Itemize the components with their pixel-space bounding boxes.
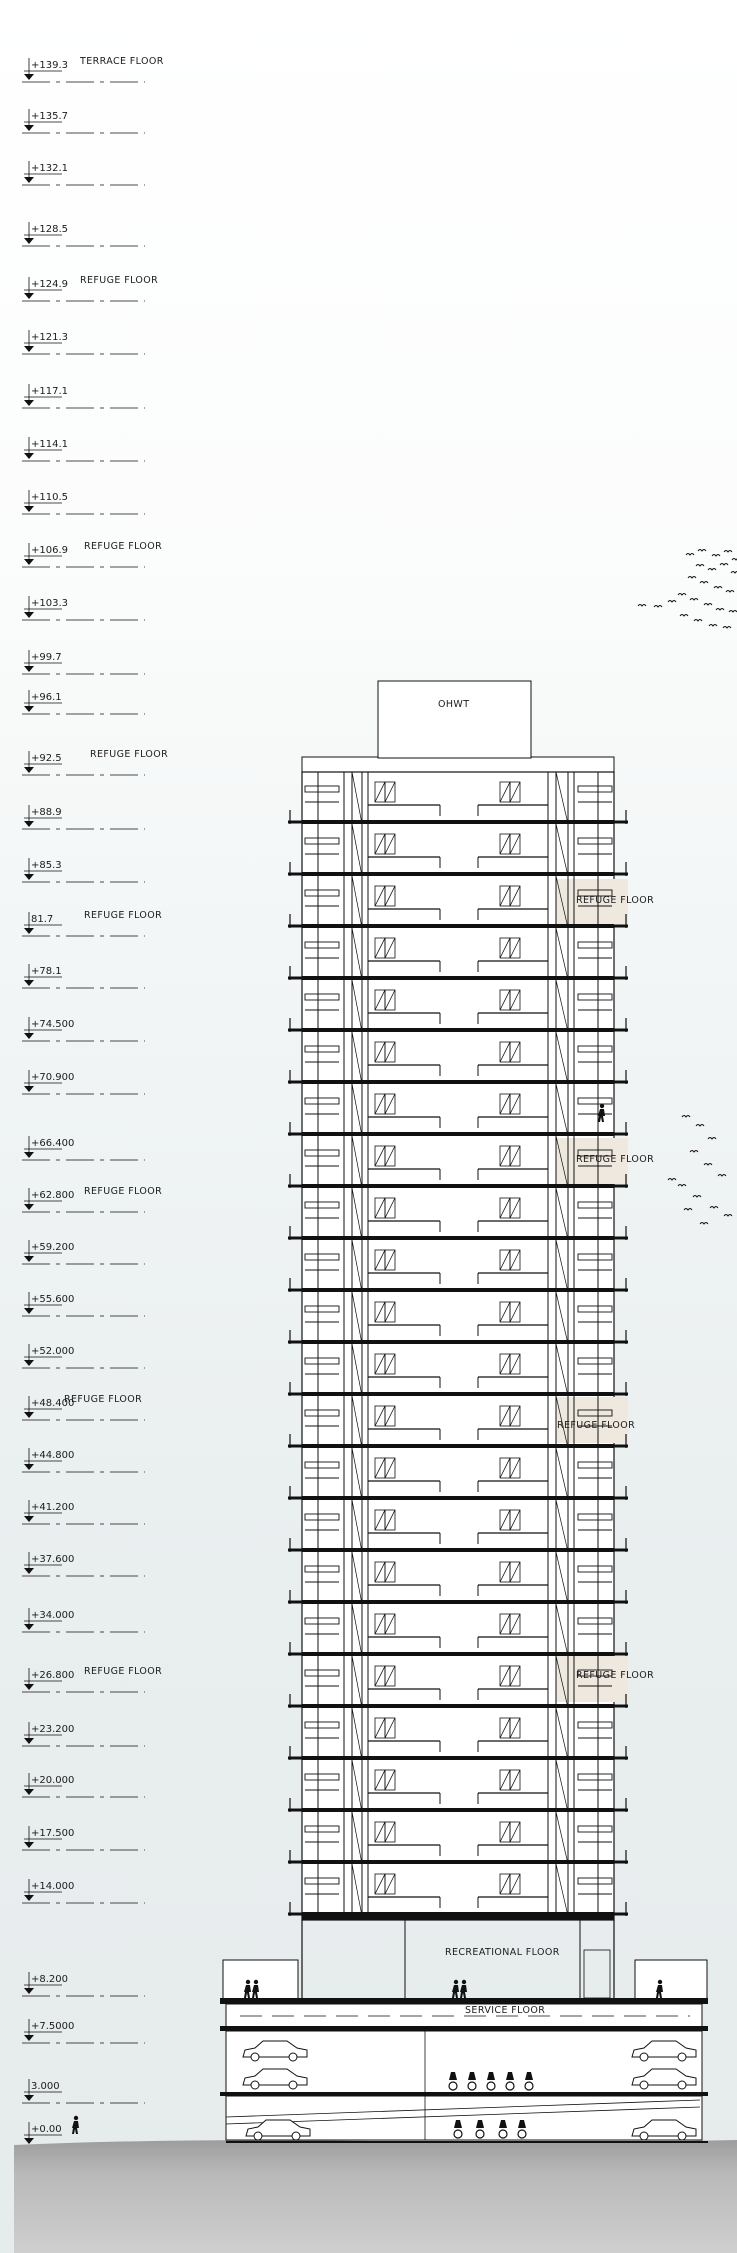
bird bbox=[704, 1164, 712, 1166]
level-value: +37.600 bbox=[31, 1554, 75, 1565]
level-value: +17.500 bbox=[31, 1828, 75, 1839]
level-value: +103.3 bbox=[31, 598, 69, 609]
level-triangle bbox=[24, 74, 34, 80]
bird bbox=[684, 1209, 692, 1211]
level-marker bbox=[22, 1240, 145, 1264]
bird bbox=[716, 609, 724, 611]
bird bbox=[724, 551, 732, 553]
level-value: +99.7 bbox=[31, 652, 62, 663]
level-value: +7.5000 bbox=[31, 2021, 75, 2032]
podium-pavilion-left bbox=[223, 1960, 298, 2000]
bird bbox=[638, 605, 646, 607]
level-triangle bbox=[24, 400, 34, 406]
person-figure bbox=[452, 1980, 459, 1998]
bird bbox=[710, 1207, 718, 1209]
level-value: +59.200 bbox=[31, 1242, 75, 1253]
level-value: +114.1 bbox=[31, 439, 69, 450]
service-floor-label: SERVICE FLOOR bbox=[465, 2005, 546, 2016]
level-triangle bbox=[24, 2138, 34, 2144]
level-triangle bbox=[24, 1624, 34, 1630]
level-value: +44.800 bbox=[31, 1450, 75, 1461]
level-marker bbox=[22, 690, 145, 714]
level-triangle bbox=[24, 928, 34, 934]
level-triangle bbox=[24, 1360, 34, 1366]
level-marker bbox=[22, 222, 145, 246]
tower bbox=[288, 757, 628, 1998]
level-label: REFUGE FLOOR bbox=[90, 749, 169, 760]
level-triangle bbox=[24, 2095, 34, 2101]
person-figure bbox=[460, 1980, 467, 1998]
service-slab bbox=[220, 1998, 708, 2004]
level-marker bbox=[22, 1773, 145, 1797]
level-marker bbox=[22, 910, 162, 936]
level-marker bbox=[22, 330, 145, 354]
ohwt-label: OHWT bbox=[438, 699, 470, 710]
bird bbox=[690, 1151, 698, 1153]
bird bbox=[714, 587, 722, 589]
level-value: +139.3 bbox=[31, 60, 69, 71]
level-value: +96.1 bbox=[31, 692, 62, 703]
level-value: +26.800 bbox=[31, 1670, 75, 1681]
refuge-label-building-2: REFUGE FLOOR bbox=[576, 1154, 655, 1165]
roof-parapet bbox=[302, 757, 614, 772]
level-label: REFUGE FLOOR bbox=[84, 541, 163, 552]
person-figure bbox=[72, 2116, 79, 2134]
bird bbox=[724, 1215, 732, 1217]
level-value: +55.600 bbox=[31, 1294, 75, 1305]
level-value: +92.5 bbox=[31, 753, 62, 764]
bird bbox=[709, 625, 717, 627]
level-value: +52.000 bbox=[31, 1346, 75, 1357]
level-label: REFUGE FLOOR bbox=[84, 1186, 163, 1197]
level-triangle bbox=[24, 1684, 34, 1690]
bird bbox=[668, 601, 676, 603]
level-value: +0.00 bbox=[31, 2124, 62, 2135]
bird bbox=[732, 559, 737, 561]
level-label: REFUGE FLOOR bbox=[84, 910, 163, 921]
level-value: 81.7 bbox=[31, 914, 54, 925]
level-triangle bbox=[24, 177, 34, 183]
level-marker bbox=[22, 1608, 145, 1632]
bird bbox=[678, 1185, 686, 1187]
bird bbox=[708, 569, 716, 571]
level-triangle bbox=[24, 1988, 34, 1994]
level-marker bbox=[22, 1070, 145, 1094]
level-marker bbox=[22, 1394, 145, 1420]
level-triangle bbox=[24, 874, 34, 880]
level-triangle bbox=[24, 1568, 34, 1574]
level-value: +132.1 bbox=[31, 163, 69, 174]
level-label: REFUGE FLOOR bbox=[80, 275, 159, 286]
level-triangle bbox=[24, 666, 34, 672]
level-value: +78.1 bbox=[31, 966, 62, 977]
level-triangle bbox=[24, 1895, 34, 1901]
level-triangle bbox=[24, 1033, 34, 1039]
refuge-label-building-1: REFUGE FLOOR bbox=[576, 895, 655, 906]
parking-slab-1 bbox=[220, 2026, 708, 2031]
bird bbox=[720, 564, 728, 566]
level-marker bbox=[22, 1448, 145, 1472]
level-marker bbox=[22, 490, 145, 514]
bird bbox=[723, 627, 731, 629]
level-marker bbox=[22, 56, 164, 82]
bird bbox=[708, 1138, 716, 1140]
level-marker bbox=[22, 1722, 145, 1746]
level-marker bbox=[22, 384, 145, 408]
bird bbox=[696, 565, 704, 567]
ohwt-block bbox=[378, 681, 531, 758]
level-marker bbox=[22, 805, 145, 829]
bird bbox=[700, 582, 708, 584]
level-triangle bbox=[24, 1464, 34, 1470]
bird bbox=[726, 591, 734, 593]
level-marker bbox=[22, 2079, 145, 2103]
level-triangle bbox=[24, 293, 34, 299]
level-triangle bbox=[24, 2035, 34, 2041]
level-marker bbox=[22, 541, 162, 567]
bird bbox=[668, 1179, 676, 1181]
level-marker bbox=[22, 650, 145, 674]
bird bbox=[696, 1125, 704, 1127]
level-value: +121.3 bbox=[31, 332, 69, 343]
level-triangle bbox=[24, 125, 34, 131]
bird bbox=[729, 611, 737, 613]
level-value: +110.5 bbox=[31, 492, 69, 503]
level-marker bbox=[22, 596, 145, 620]
level-value: +62.800 bbox=[31, 1190, 75, 1201]
level-marker bbox=[22, 109, 145, 133]
level-value: +41.200 bbox=[31, 1502, 75, 1513]
bird bbox=[688, 577, 696, 579]
tower-body bbox=[302, 772, 614, 1920]
level-value: +135.7 bbox=[31, 111, 69, 122]
level-triangle bbox=[24, 1412, 34, 1418]
level-triangle bbox=[24, 612, 34, 618]
level-label: REFUGE FLOOR bbox=[84, 1666, 163, 1677]
level-value: +23.200 bbox=[31, 1724, 75, 1735]
birds bbox=[638, 550, 737, 1225]
level-value: 3.000 bbox=[31, 2081, 60, 2092]
bird bbox=[693, 1196, 701, 1198]
level-triangle bbox=[24, 1842, 34, 1848]
bird bbox=[690, 599, 698, 601]
bird bbox=[704, 604, 712, 606]
level-value: +70.900 bbox=[31, 1072, 75, 1083]
bird bbox=[712, 555, 720, 557]
level-marker bbox=[22, 1500, 145, 1524]
level-triangle bbox=[24, 1789, 34, 1795]
recreational-floor-label: RECREATIONAL FLOOR bbox=[445, 1947, 560, 1958]
level-value: +128.5 bbox=[31, 224, 69, 235]
level-triangle bbox=[24, 1086, 34, 1092]
level-marker bbox=[22, 749, 168, 775]
level-marker bbox=[22, 437, 145, 461]
level-triangle bbox=[24, 1152, 34, 1158]
level-marker bbox=[22, 1826, 145, 1850]
level-label: TERRACE FLOOR bbox=[80, 56, 164, 67]
bird bbox=[682, 1116, 690, 1118]
level-marker bbox=[22, 1666, 162, 1692]
level-value: +74.500 bbox=[31, 1019, 75, 1030]
bird bbox=[694, 620, 702, 622]
level-marker bbox=[22, 1972, 145, 1996]
level-marker bbox=[22, 1017, 145, 1041]
level-marker bbox=[22, 1136, 145, 1160]
level-value: +8.200 bbox=[31, 1974, 69, 1985]
level-value: +106.9 bbox=[31, 545, 69, 556]
level-value: +117.1 bbox=[31, 386, 69, 397]
bird bbox=[686, 554, 694, 556]
podium-pavilion-right bbox=[635, 1960, 707, 2000]
level-marker bbox=[22, 1186, 162, 1212]
level-triangle bbox=[24, 1308, 34, 1314]
level-triangle bbox=[24, 1256, 34, 1262]
level-triangle bbox=[24, 506, 34, 512]
level-marker bbox=[22, 161, 145, 185]
level-value: +20.000 bbox=[31, 1775, 75, 1786]
bird bbox=[678, 594, 686, 596]
level-triangle bbox=[24, 453, 34, 459]
level-value: +85.3 bbox=[31, 860, 62, 871]
parking-slab-2 bbox=[220, 2092, 708, 2096]
level-triangle bbox=[24, 1516, 34, 1522]
level-triangle bbox=[24, 559, 34, 565]
level-value: +14.000 bbox=[31, 1881, 75, 1892]
bird bbox=[731, 572, 737, 574]
bird bbox=[680, 615, 688, 617]
level-label: REFUGE FLOOR bbox=[64, 1394, 143, 1405]
recreational-slab bbox=[302, 1915, 614, 1920]
level-marker bbox=[22, 964, 145, 988]
stair-core bbox=[584, 1950, 610, 1998]
refuge-label-building-4: REFUGE FLOOR bbox=[576, 1670, 655, 1681]
ground bbox=[14, 2140, 737, 2253]
level-triangle bbox=[24, 1204, 34, 1210]
bird bbox=[718, 1175, 726, 1177]
level-value: +34.000 bbox=[31, 1610, 75, 1621]
level-triangle bbox=[24, 767, 34, 773]
refuge-label-building-3: REFUGE FLOOR bbox=[557, 1420, 636, 1431]
bird bbox=[654, 606, 662, 608]
level-marker bbox=[22, 858, 145, 882]
level-triangle bbox=[24, 980, 34, 986]
level-triangle bbox=[24, 346, 34, 352]
level-triangle bbox=[24, 821, 34, 827]
level-value: +66.400 bbox=[31, 1138, 75, 1149]
level-value: +48.400 bbox=[31, 1398, 75, 1409]
level-triangle bbox=[24, 238, 34, 244]
level-value: +88.9 bbox=[31, 807, 62, 818]
level-marker bbox=[22, 2019, 145, 2043]
level-triangle bbox=[24, 706, 34, 712]
level-marker bbox=[22, 1552, 145, 1576]
level-marker bbox=[22, 1292, 145, 1316]
level-marker bbox=[22, 275, 158, 301]
bird bbox=[700, 1223, 708, 1225]
bird bbox=[698, 550, 706, 552]
level-marker bbox=[22, 1344, 145, 1368]
level-marker bbox=[22, 1879, 145, 1903]
level-value: +124.9 bbox=[31, 279, 69, 290]
level-markers bbox=[22, 56, 168, 2146]
level-triangle bbox=[24, 1738, 34, 1744]
